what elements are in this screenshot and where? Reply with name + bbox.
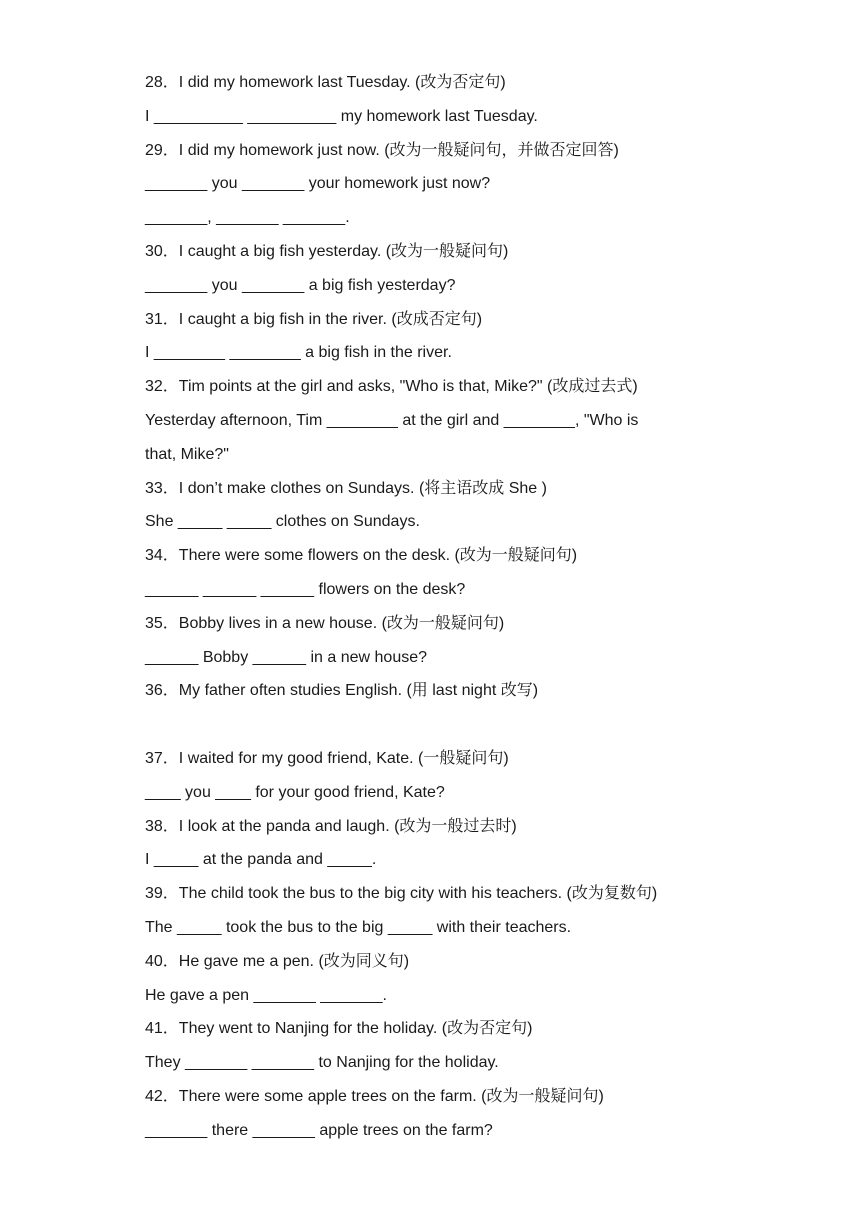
exercise-list [145,66,745,1148]
question-35: 35．Bobby lives in a new house. (改为一般疑问句) [145,614,505,632]
question-29: 29．I did my homework just now. (改为一般疑问句，并做否定回答) [145,141,619,159]
answer-line-31: I ________ ________ a big fish in the river. [145,344,452,362]
question-37: 37．I waited for my good friend, Kate. (一般疑问句) [145,749,509,767]
question-34: 34．There were some flowers on the desk. (改为一般疑问句) [145,547,578,565]
question-36: 36．My father often studies English. (用 last night 改写) [145,682,539,700]
answer-line-30: _______ you _______ a big fish yesterday? [145,276,456,294]
answer-line-28: I __________ __________ my homework last Tuesday. [145,107,538,125]
question-41: 41．They went to Nanjing for the holiday. (改为否定句) [145,1020,533,1038]
answer-line-40: He gave a pen _______ _______. [145,986,387,1004]
answer-line-34: ______ ______ ______ flowers on the desk? [145,580,466,598]
question-38: 38．I look at the panda and laugh. (改为一般过去时) [145,817,517,835]
answer-line-29a: _______ you _______ your homework just now? [145,175,491,193]
question-31: 31．I caught a big fish in the river. (改成否定句) [145,310,483,328]
question-30: 30．I caught a big fish yesterday. (改为一般疑问句) [145,242,509,260]
answer-line-39: The _____ took the bus to the big _____ with their teachers. [145,918,572,936]
question-39: 39．The child took the bus to the big city with his teachers. (改为复数句) [145,885,658,903]
answer-line-29b: _______, _______ _______. [145,209,350,227]
answer-space-36 [145,708,745,742]
answer-line-38: I _____ at the panda and _____. [145,851,377,869]
question-32: 32．Tim points at the girl and asks, "Who is that, Mike?" (改成过去式) [145,378,638,396]
question-33: 33．I don’t make clothes on Sundays. (将主语改成 She ) [145,479,547,497]
answer-line-37: ____ you ____ for your good friend, Kate? [145,783,445,801]
answer-line-35: ______ Bobby ______ in a new house? [145,648,428,666]
question-42: 42．There were some apple trees on the farm. (改为一般疑问句) [145,1087,604,1105]
answer-line-42: _______ there _______ apple trees on the farm? [145,1121,493,1139]
question-40: 40．He gave me a pen. (改为同义句) [145,952,410,970]
answer-line-32a: Yesterday afternoon, Tim ________ at the girl and ________, "Who is [145,411,639,429]
answer-line-41: They _______ _______ to Nanjing for the holiday. [145,1054,499,1072]
question-28: 28．I did my homework last Tuesday. (改为否定句) [145,74,506,91]
answer-line-33: She _____ _____ clothes on Sundays. [145,513,420,531]
answer-line-32b: that, Mike?" [145,445,229,463]
